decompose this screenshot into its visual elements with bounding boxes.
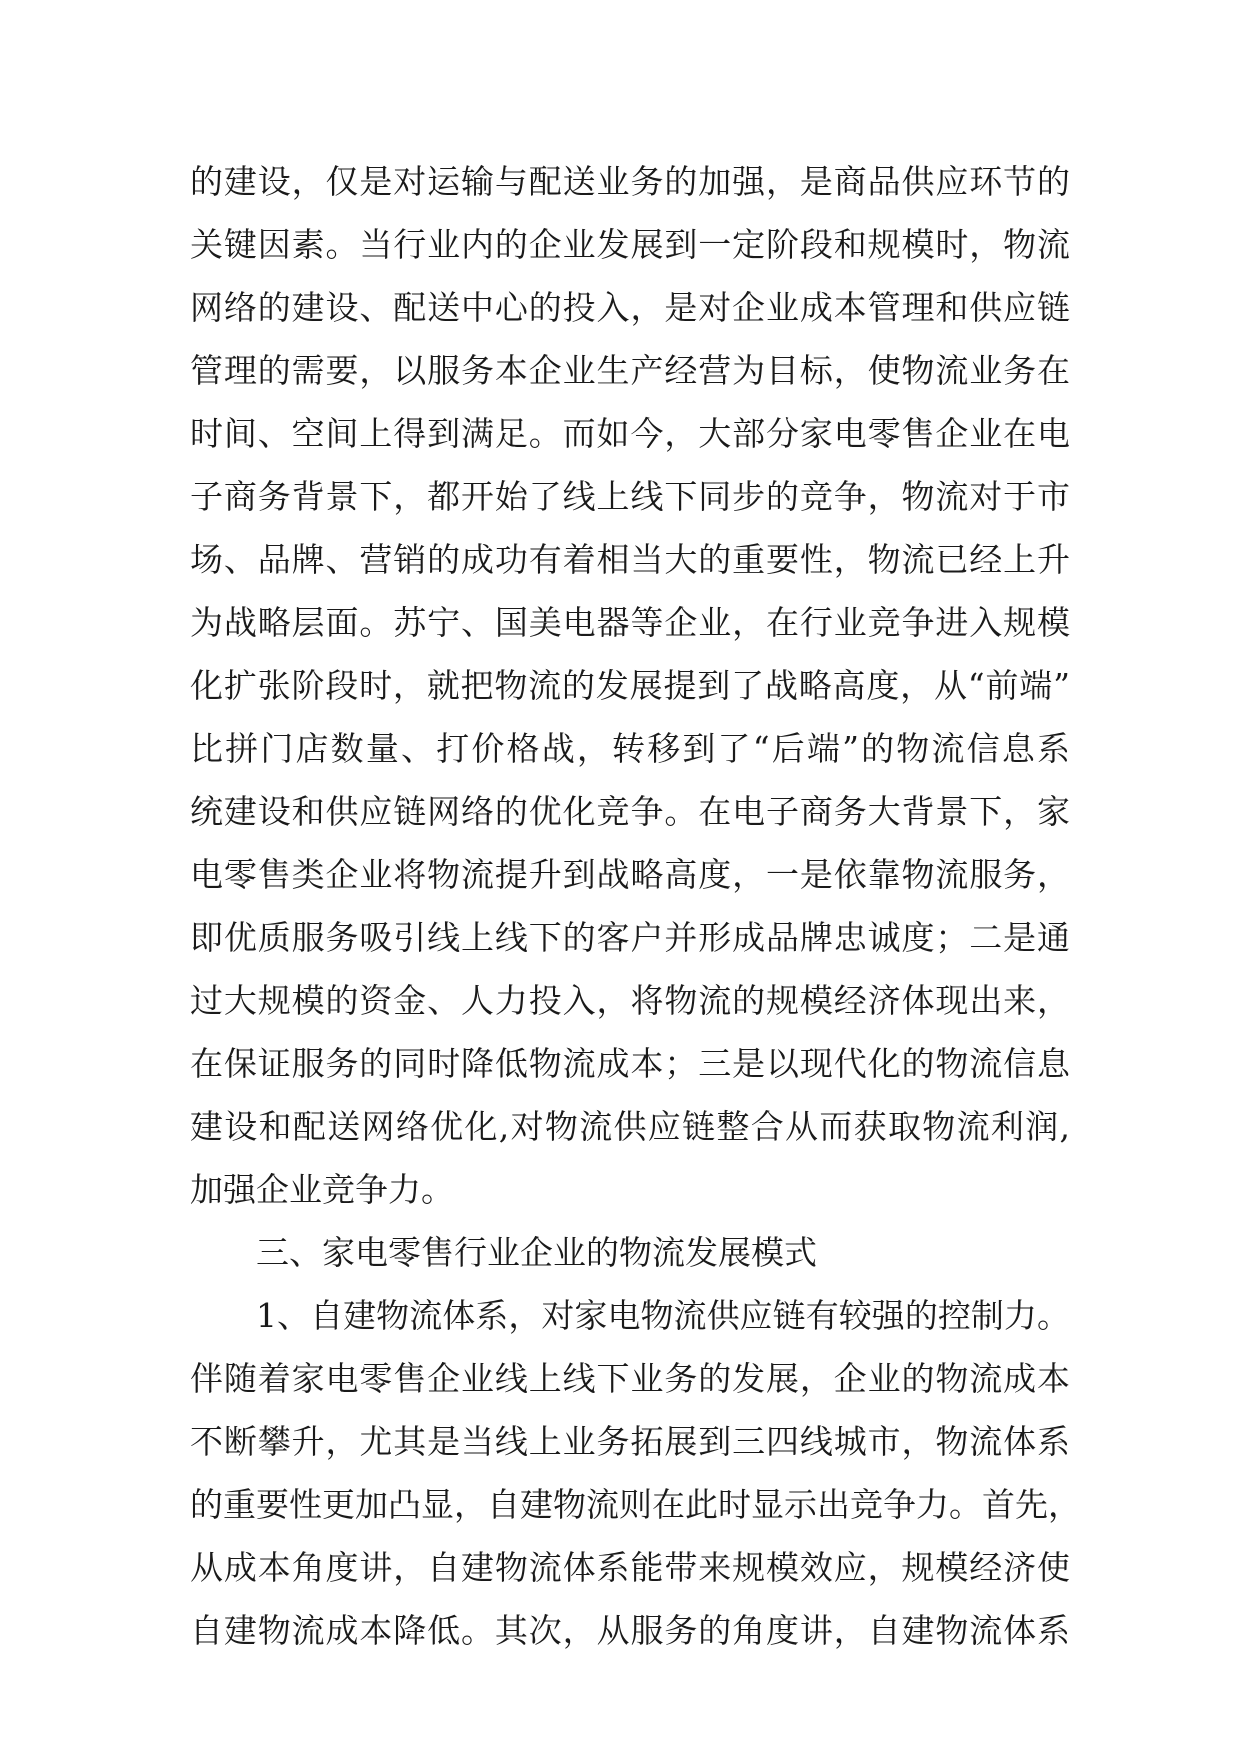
text-line: 在保证服务的同时降低物流成本；三是以现代化的物流信息 — [190, 1044, 1070, 1083]
text-line: 时间、空间上得到满足。而如今，大部分家电零售企业在电 — [190, 414, 1070, 453]
text-line: 化扩张阶段时，就把物流的发展提到了战略高度，从“前端” — [190, 666, 1070, 705]
text-line: 为战略层面。苏宁、国美电器等企业，在行业竞争进入规模 — [190, 603, 1070, 642]
subsection-heading: 1、自建物流体系，对家电物流供应链有较强的控制力。 — [256, 1296, 1070, 1335]
text-line: 过大规模的资金、人力投入，将物流的规模经济体现出来， — [190, 981, 1070, 1020]
section-heading: 三、家电零售行业企业的物流发展模式 — [256, 1233, 817, 1272]
text-line: 的重要性更加凸显，自建物流则在此时显示出竞争力。首先， — [190, 1485, 1081, 1524]
text-line: 不断攀升，尤其是当线上业务拓展到三四线城市，物流体系 — [190, 1422, 1070, 1461]
text-line: 网络的建设、配送中心的投入，是对企业成本管理和供应链 — [190, 288, 1070, 327]
text-line: 场、品牌、营销的成功有着相当大的重要性，物流已经上升 — [190, 540, 1070, 579]
text-line: 子商务背景下，都开始了线上线下同步的竞争，物流对于市 — [190, 477, 1070, 516]
text-line: 伴随着家电零售企业线上线下业务的发展，企业的物流成本 — [190, 1359, 1070, 1398]
text-line: 管理的需要，以服务本企业生产经营为目标，使物流业务在 — [190, 351, 1070, 390]
text-line: 加强企业竞争力。 — [190, 1170, 454, 1209]
text-line: 统建设和供应链网络的优化竞争。在电子商务大背景下，家 — [190, 792, 1070, 831]
text-line: 比拼门店数量、打价格战，转移到了“后端”的物流信息系 — [190, 729, 1070, 768]
text-line: 建设和配送网络优化,对物流供应链整合从而获取物流利润, — [190, 1107, 1070, 1146]
body-text — [190, 150, 1081, 1662]
text-line: 从成本角度讲，自建物流体系能带来规模效应，规模经济使 — [190, 1548, 1070, 1587]
text-line: 电零售类企业将物流提升到战略高度，一是依靠物流服务， — [190, 855, 1070, 894]
text-line: 关键因素。当行业内的企业发展到一定阶段和规模时，物流 — [190, 225, 1070, 264]
text-line: 自建物流成本降低。其次，从服务的角度讲，自建物流体系 — [190, 1611, 1070, 1650]
text-line: 即优质服务吸引线上线下的客户并形成品牌忠诚度；二是通 — [190, 918, 1070, 957]
text-line: 的建设，仅是对运输与配送业务的加强，是商品供应环节的 — [190, 162, 1070, 201]
